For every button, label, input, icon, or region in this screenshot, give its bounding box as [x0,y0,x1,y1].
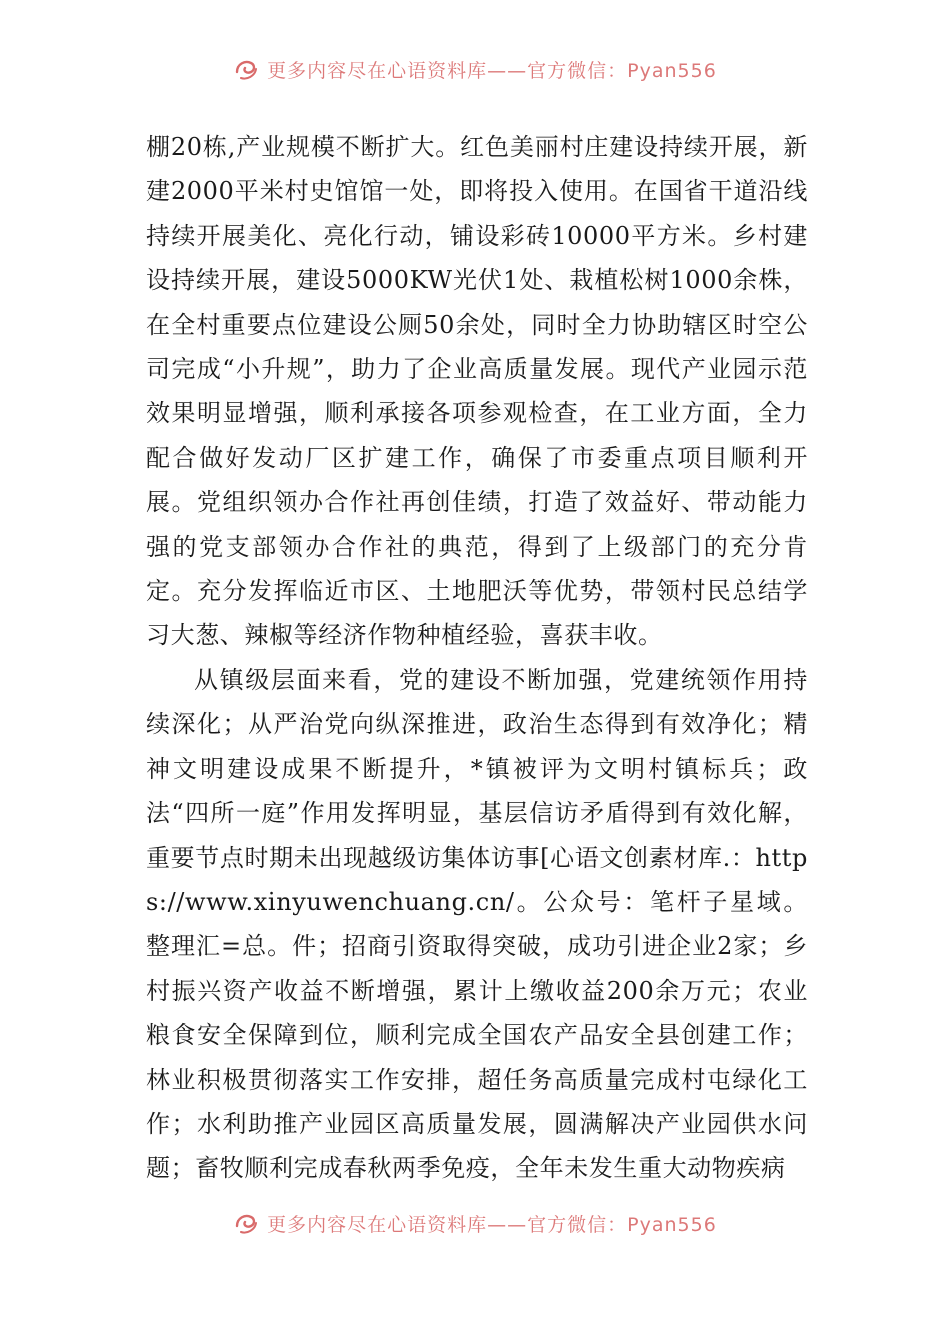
swirl-logo-icon [233,56,259,82]
footer-watermark-text: 更多内容尽在心语资料库——官方微信：Pyan556 [267,1213,717,1236]
header-watermark-banner [0,54,950,84]
footer-watermark-banner [0,1208,950,1238]
paragraph-1: 棚20栋,产业规模不断扩大。红色美丽村庄建设持续开展，新建2000平米村史馆馆一处，即将投入使用。在国省干道沿线持续开展美化、亮化行动，铺设彩砖10000平方米。乡村建设持续开展，建设5000KW光伏1处、栽植松树1000余株，在全村重要点位建设公厕50余处，同时全力协助辖区时空公司完成“小升规”，助力了企业高质量发展。现代产业园示范效果明显增强，顺利承接各项参观检查，在工业方面，全力配合做好发动厂区扩建工作，确保了市委重点项目顺利开展。党组织领办合作社再创佳绩，打造了效益好、带动能力强的党支部领办合作社的典范，得到了上级部门的充分肯定。充分发挥临近市区、土地肥沃等优势，带领村民总结学习大葱、辣椒等经济作物种植经验，喜获丰收。 [146,133,808,650]
header-watermark-text: 更多内容尽在心语资料库——官方微信：Pyan556 [267,59,717,82]
swirl-logo-icon [233,1210,259,1236]
paragraph-2: 从镇级层面来看，党的建设不断加强，党建统领作用持续深化；从严治党向纵深推进，政治生态得到有效净化；精神文明建设成果不断提升，*镇被评为文明村镇标兵；政法“四所一庭”作用发挥明显，基层信访矛盾得到有效化解，重要节点时期未出现越级访集体访事[心语文创素材库.：https://www.xinyuwenchuang.cn/。公众号：笔杆子星域。整理汇=总。件；招商引资取得突破，成功引进企业2家；乡村振兴资产收益不断增强，累计上缴收益200余万元；农业粮食安全保障到位，顺利完成全国农产品安全县创建工作；林业积极贯彻落实工作安排，超任务高质量完成村屯绿化工作；水利助推产业园区高质量发展，圆满解决产业园供水问题；畜牧顺利完成春秋两季免疫，全年未发生重大动物疾病 [146,665,808,1183]
document-body [146,125,808,1191]
